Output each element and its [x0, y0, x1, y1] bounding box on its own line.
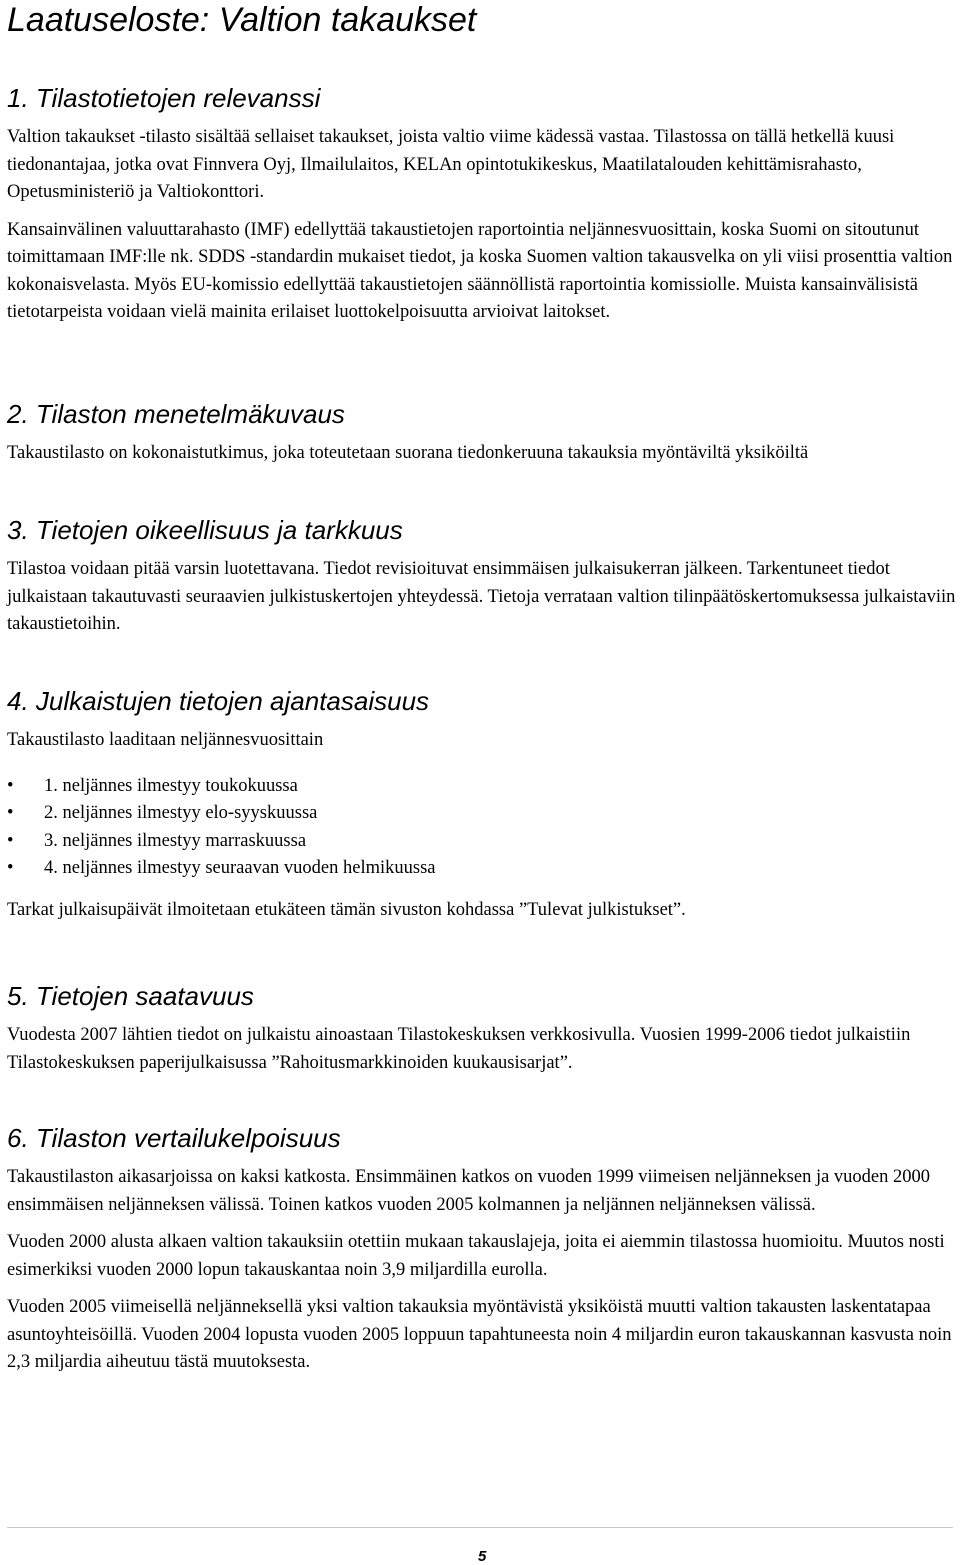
section-heading: 2. Tilaston menetelmäkuvaus: [7, 399, 345, 429]
section-heading: 4. Julkaistujen tietojen ajantasaisuus: [7, 686, 430, 716]
release-list: [7, 773, 957, 883]
page-number: 5: [478, 1548, 487, 1565]
bullet-icon: •: [7, 775, 14, 796]
paragraph: Vuoden 2005 viimeisellä neljänneksellä yksi valtion takauksia myöntävistä yksiköistä muutti valtion takausten laskentatapaa asuntoyhteisöillä. Vuoden 2004 lopusta vuoden 2005 loppuun tapahtuneesta noin 4 miljardin euron takauskannan kasvusta noin 2,3 miljardia aiheutuu tästä muutoksesta.: [7, 1297, 952, 1372]
paragraph: Vuoden 2000 alusta alkaen valtion takauksiin otettiin mukaan takauslajeja, joita ei aiemmin tilastossa huomioitu. Muutos nosti esimerkiksi vuoden 2000 lopun takauskantaa noin 3,9 miljardilla eurolla.: [7, 1232, 945, 1280]
paragraph: Vuodesta 2007 lähtien tiedot on julkaistu ainoastaan Tilastokeskuksen verkkosivulla. Vuosien 1999-2006 tiedot julkaistiin Tilastokeskuksen paperijulkaisussa ”Rahoitusmarkkinoiden kuukausisarjat”.: [7, 1025, 911, 1073]
paragraph: Tarkat julkaisupäivät ilmoitetaan etukäteen tämän sivuston kohdassa ”Tulevat julkistukset”.: [7, 899, 686, 920]
list-item: • 2. neljännes ilmestyy elo-syyskuussa: [7, 800, 957, 828]
paragraph: Takaustilasto on kokonaistutkimus, joka toteutetaan suorana tiedonkeruuna takauksia myöntäviltä yksiköiltä: [7, 443, 809, 463]
document-title: Laatuseloste: Valtion takaukset: [7, 1, 477, 39]
section-timeliness: [7, 685, 957, 934]
section-heading: 1. Tilastotietojen relevanssi: [7, 83, 321, 113]
paragraph: Tilastoa voidaan pitää varsin luotettavana. Tiedot revisioituvat ensimmäisen julkaisukerran jälkeen. Tarkentuneet tiedot julkaistaan takautuvasti seuraavien julkistuskertojen yhteydessä. Tietoja verrataan valtion tilinpäätöskertomuksessa julkaistaviin takaustietoihin.: [7, 559, 956, 634]
section-comparability: [7, 1122, 957, 1387]
section-relevance: [7, 82, 957, 337]
paragraph: Takaustilaston aikasarjoissa on kaksi katkosta. Ensimmäinen katkos on vuoden 1999 viimeisen neljänneksen ja vuoden 2000 ensimmäisen neljänneksen välissä. Toinen katkos vuoden 2005 kolmannen ja neljännen neljänneksen välissä.: [7, 1167, 931, 1215]
paragraph: Valtion takaukset -tilasto sisältää sellaiset takaukset, joista valtio viime kädessä vastaa. Tilastossa on tällä hetkellä kuusi tiedonantajaa, jotka ovat Finnvera Oyj, Ilmailulaitos, KELAn opintotukikeskus, Maatilatalouden kehittämisrahasto, Opetusministeriö ja Valtiokonttori.: [7, 127, 895, 202]
bullet-icon: •: [7, 803, 14, 823]
section-heading: 5. Tietojen saatavuus: [7, 981, 254, 1011]
section-accuracy: [7, 514, 957, 649]
list-item: • 1. neljännes ilmestyy toukokuussa: [7, 773, 957, 801]
bullet-icon: •: [7, 830, 14, 851]
paragraph: Kansainvälinen valuuttarahasto (IMF) edellyttää takaustietojen raportointia neljännesvuosittain, koska Suomi on sitoutunut toimittamaan IMF:lle nk. SDDS -standardin mukaiset tiedot, ja koska Suomen valtion takausvelka on yli viisi prosenttia valtion kokonaisvelasta. Myös EU-komissio edellyttää takaustietojen säännöllistä raportointia komissiolle. Muista kansainvälisistä tietotarpeista voidaan vielä mainita erilaiset luottokelpoisuutta arvioivat laitokset.: [7, 219, 953, 322]
section-heading: 3. Tietojen oikeellisuus ja tarkkuus: [7, 515, 403, 545]
footer-divider: [7, 1527, 953, 1528]
section-availability: [7, 980, 957, 1087]
bullet-icon: •: [7, 858, 14, 878]
list-item: • 3. neljännes ilmestyy marraskuussa: [7, 828, 957, 856]
section-method: [7, 398, 957, 478]
list-item: • 4. neljännes ilmestyy seuraavan vuoden helmikuussa: [7, 855, 957, 883]
paragraph: Takaustilasto laaditaan neljännesvuosittain: [7, 730, 324, 750]
section-heading: 6. Tilaston vertailukelpoisuus: [7, 1123, 341, 1153]
